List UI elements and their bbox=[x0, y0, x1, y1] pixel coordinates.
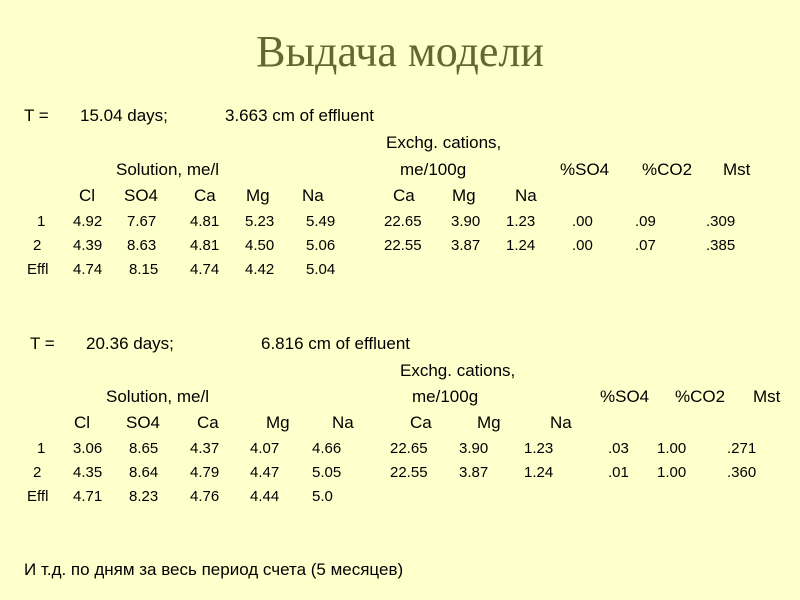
header-mst: Mst bbox=[753, 387, 781, 406]
row-label: 2 bbox=[33, 237, 42, 254]
solution-label: Solution, me/l bbox=[106, 387, 209, 406]
table-cell: 4.81 bbox=[190, 237, 220, 254]
col-header: Ca bbox=[194, 186, 216, 205]
exch-units-label: me/100g bbox=[412, 387, 479, 406]
table-cell: 8.64 bbox=[129, 464, 159, 481]
time-value: 15.04 days; bbox=[80, 106, 168, 125]
table-cell: 5.06 bbox=[306, 237, 336, 254]
table-cell: 1.00 bbox=[657, 464, 687, 481]
table-cell: 8.63 bbox=[127, 237, 157, 254]
table-cell: 5.49 bbox=[306, 213, 336, 230]
table-cell: .09 bbox=[635, 213, 656, 230]
table-cell: .03 bbox=[608, 440, 629, 457]
table-cell: 5.23 bbox=[245, 213, 275, 230]
col-header: Na bbox=[332, 413, 354, 432]
header-mst: Mst bbox=[723, 160, 751, 179]
table-cell: 3.87 bbox=[459, 464, 489, 481]
table-cell: .00 bbox=[572, 237, 593, 254]
col-header: Ca bbox=[393, 186, 415, 205]
table-cell: 4.37 bbox=[190, 440, 220, 457]
header-so4-pct: %SO4 bbox=[560, 160, 610, 179]
row-label: 2 bbox=[33, 464, 42, 481]
table-cell: .271 bbox=[727, 440, 757, 457]
table-cell: 22.55 bbox=[390, 464, 428, 481]
col-header: SO4 bbox=[124, 186, 159, 205]
table-cell: 4.50 bbox=[245, 237, 275, 254]
table-cell: 3.87 bbox=[451, 237, 481, 254]
table-cell: 5.05 bbox=[312, 464, 342, 481]
table-cell: 3.90 bbox=[451, 213, 481, 230]
table-cell: 8.65 bbox=[129, 440, 159, 457]
table-cell: .360 bbox=[727, 464, 757, 481]
effluent-value: 3.663 cm of effluent bbox=[225, 106, 375, 125]
col-header: Mg bbox=[477, 413, 501, 432]
table-cell: 4.39 bbox=[73, 237, 103, 254]
table-cell: .309 bbox=[706, 213, 736, 230]
table-cell: .00 bbox=[572, 213, 593, 230]
header-co2-pct: %CO2 bbox=[642, 160, 693, 179]
table-cell: 4.07 bbox=[250, 440, 280, 457]
time-label: T = bbox=[24, 106, 49, 125]
table-cell: 8.15 bbox=[129, 261, 159, 278]
col-header: Mg bbox=[452, 186, 476, 205]
table-cell: 1.23 bbox=[506, 213, 536, 230]
table-cell: 4.66 bbox=[312, 440, 342, 457]
exch-units-label: me/100g bbox=[400, 160, 467, 179]
col-header: Mg bbox=[266, 413, 290, 432]
table-cell: 7.67 bbox=[127, 213, 157, 230]
footer-note: И т.д. по дням за весь период счета (5 месяцев) bbox=[24, 560, 404, 579]
table-cell: 4.79 bbox=[190, 464, 220, 481]
col-header: Cl bbox=[79, 186, 96, 205]
solution-label: Solution, me/l bbox=[116, 160, 219, 179]
table-cell: 4.71 bbox=[73, 488, 103, 505]
table-cell: .385 bbox=[706, 237, 736, 254]
table-cell: .01 bbox=[608, 464, 629, 481]
header-co2-pct: %CO2 bbox=[675, 387, 726, 406]
table-cell: 4.92 bbox=[73, 213, 103, 230]
table-cell: 1.23 bbox=[524, 440, 554, 457]
col-header: Ca bbox=[197, 413, 219, 432]
table-cell: 4.76 bbox=[190, 488, 220, 505]
header-so4-pct: %SO4 bbox=[600, 387, 650, 406]
table-cell: 4.44 bbox=[250, 488, 280, 505]
table-cell: 1.24 bbox=[524, 464, 554, 481]
table-cell: 8.23 bbox=[129, 488, 159, 505]
table-cell: 22.65 bbox=[390, 440, 428, 457]
exch-cations-label: Exchg. cations, bbox=[400, 361, 516, 380]
table-cell: 3.90 bbox=[459, 440, 489, 457]
row-label: Effl bbox=[27, 261, 49, 278]
effluent-value: 6.816 cm of effluent bbox=[261, 334, 411, 353]
time-value: 20.36 days; bbox=[86, 334, 174, 353]
col-header: Na bbox=[302, 186, 324, 205]
table-cell: 4.74 bbox=[73, 261, 103, 278]
exch-cations-label: Exchg. cations, bbox=[386, 133, 502, 152]
row-label: 1 bbox=[37, 440, 46, 457]
col-header: Na bbox=[550, 413, 572, 432]
page-title: Выдача модели bbox=[256, 27, 544, 76]
col-header: Mg bbox=[246, 186, 270, 205]
table-cell: 5.0 bbox=[312, 488, 333, 505]
time-label: T = bbox=[30, 334, 55, 353]
table-cell: 4.42 bbox=[245, 261, 275, 278]
col-header: Na bbox=[515, 186, 537, 205]
table-cell: 22.65 bbox=[384, 213, 422, 230]
table-cell: 4.47 bbox=[250, 464, 280, 481]
table-cell: 3.06 bbox=[73, 440, 103, 457]
table-cell: .07 bbox=[635, 237, 656, 254]
table-cell: 5.04 bbox=[306, 261, 336, 278]
table-cell: 4.81 bbox=[190, 213, 220, 230]
row-label: 1 bbox=[37, 213, 46, 230]
table-cell: 1.24 bbox=[506, 237, 536, 254]
table-cell: 4.74 bbox=[190, 261, 220, 278]
col-header: SO4 bbox=[126, 413, 161, 432]
col-header: Cl bbox=[74, 413, 91, 432]
table-cell: 22.55 bbox=[384, 237, 422, 254]
row-label: Effl bbox=[27, 488, 49, 505]
table-cell: 1.00 bbox=[657, 440, 687, 457]
col-header: Ca bbox=[410, 413, 432, 432]
table-cell: 4.35 bbox=[73, 464, 103, 481]
